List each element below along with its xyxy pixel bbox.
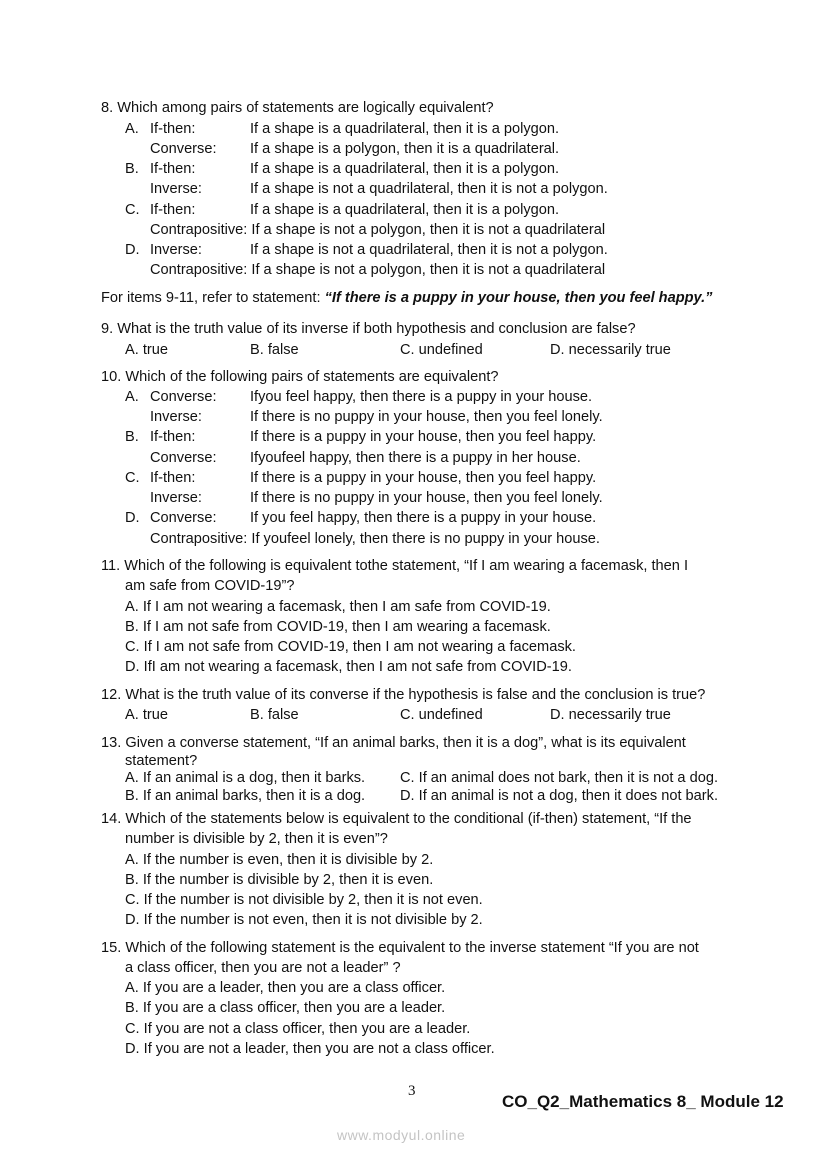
q11-stem-line1: 11. Which of the following is equivalent tothe statement, “If I am wearing a facemask, then I	[101, 558, 689, 574]
q12-option-d: D. necessarily true	[550, 707, 671, 723]
q11-option-d: D. IfI am not wearing a facemask, then I am not safe from COVID-19.	[125, 659, 572, 675]
q9-option-b: B. false	[250, 342, 299, 358]
q10-stem: 10. Which of the following pairs of statements are equivalent?	[101, 369, 499, 385]
q10-a-text1: Ifyou feel happy, then there is a puppy in your house.	[250, 389, 593, 405]
q9-option-c: C. undefined	[400, 342, 483, 358]
q14-stem-line1: 14. Which of the statements below is equivalent to the conditional (if-then) statement, “If the	[101, 811, 692, 827]
q10-d-text1: If you feel happy, then there is a puppy in your house.	[250, 510, 597, 526]
q14-option-c: C. If the number is not divisible by 2, then it is not even.	[125, 892, 483, 908]
q12-stem: 12. What is the truth value of its converse if the hypothesis is false and the conclusion is true?	[101, 687, 706, 703]
q14-option-b: B. If the number is divisible by 2, then it is even.	[125, 872, 434, 888]
q10-b-text2: Ifyoufeel happy, then there is a puppy in her house.	[250, 450, 581, 466]
q8-b-label1: If-then:	[150, 161, 196, 177]
q14-stem-line2: number is divisible by 2, then it is even”?	[125, 831, 388, 847]
q11-option-a: A. If I am not wearing a facemask, then I am safe from COVID-19.	[125, 599, 551, 615]
q9-option-a: A. true	[125, 342, 168, 358]
q10-d-line2: Contrapositive: If youfeel lonely, then there is no puppy in your house.	[150, 531, 600, 547]
q10-b-letter: B.	[125, 429, 139, 445]
q14-option-d: D. If the number is not even, then it is not divisible by 2.	[125, 912, 483, 928]
q10-a-label2: Inverse:	[150, 409, 202, 425]
q9-stem: 9. What is the truth value of its inverse if both hypothesis and conclusion are false?	[101, 321, 636, 337]
q10-b-label1: If-then:	[150, 429, 196, 445]
q9-option-d: D. necessarily true	[550, 342, 671, 358]
q10-c-label2: Inverse:	[150, 490, 202, 506]
q8-d-letter: D.	[125, 242, 140, 258]
q10-b-label2: Converse:	[150, 450, 217, 466]
q10-c-text1: If there is a puppy in your house, then you feel happy.	[250, 470, 597, 486]
q13-option-d: D. If an animal is not a dog, then it does not bark.	[400, 788, 719, 804]
q10-c-text2: If there is no puppy in your house, then you feel lonely.	[250, 490, 603, 506]
q10-d-label1: Converse:	[150, 510, 217, 526]
q10-b-text1: If there is a puppy in your house, then you feel happy.	[250, 429, 597, 445]
refer-line	[101, 289, 712, 307]
q8-b-letter: B.	[125, 161, 139, 177]
q10-a-label1: Converse:	[150, 389, 217, 405]
q13-stem-line2: statement?	[125, 753, 198, 769]
q8-stem: 8. Which among pairs of statements are logically equivalent?	[101, 100, 494, 116]
q12-option-b: B. false	[250, 707, 299, 723]
q8-d-label1: Inverse:	[150, 242, 202, 258]
q15-option-c: C. If you are not a class officer, then you are a leader.	[125, 1021, 471, 1037]
refer-statement: “If there is a puppy in your house, then you feel happy.”	[324, 290, 713, 306]
q8-c-letter: C.	[125, 202, 140, 218]
q8-a-label2: Converse:	[150, 141, 217, 157]
q8-b-text2: If a shape is not a quadrilateral, then it is not a polygon.	[250, 181, 608, 197]
q8-b-label2: Inverse:	[150, 181, 202, 197]
q13-stem-line1: 13. Given a converse statement, “If an animal barks, then it is a dog”, what is its equivalent	[101, 735, 686, 751]
q12-option-a: A. true	[125, 707, 168, 723]
q8-a-text2: If a shape is a polygon, then it is a quadrilateral.	[250, 141, 560, 157]
q8-d-line2: Contrapositive: If a shape is not a polygon, then it is not a quadrilateral	[150, 262, 606, 278]
q10-c-label1: If-then:	[150, 470, 196, 486]
q8-a-letter: A.	[125, 121, 139, 137]
q15-option-d: D. If you are not a leader, then you are not a class officer.	[125, 1041, 495, 1057]
q11-option-c: C. If I am not safe from COVID-19, then I am not wearing a facemask.	[125, 639, 576, 655]
q11-option-b: B. If I am not safe from COVID-19, then I am wearing a facemask.	[125, 619, 551, 635]
q13-option-a: A. If an animal is a dog, then it barks.	[125, 770, 366, 786]
q10-d-letter: D.	[125, 510, 140, 526]
q12-option-c: C. undefined	[400, 707, 483, 723]
q8-c-label1: If-then:	[150, 202, 196, 218]
watermark: www.modyul.online	[337, 1127, 466, 1143]
page-number: 3	[408, 1083, 416, 1099]
q8-a-label1: If-then:	[150, 121, 196, 137]
q8-d-text1: If a shape is not a quadrilateral, then it is not a polygon.	[250, 242, 608, 258]
q8-c-line2: Contrapositive: If a shape is not a polygon, then it is not a quadrilateral	[150, 222, 606, 238]
q10-a-text2: If there is no puppy in your house, then you feel lonely.	[250, 409, 603, 425]
q15-stem-line2: a class officer, then you are not a leader” ?	[125, 960, 401, 976]
q8-a-text1: If a shape is a quadrilateral, then it is a polygon.	[250, 121, 560, 137]
q8-b-text1: If a shape is a quadrilateral, then it is a polygon.	[250, 161, 560, 177]
q11-stem-line2: am safe from COVID-19”?	[125, 578, 295, 594]
q14-option-a: A. If the number is even, then it is divisible by 2.	[125, 852, 434, 868]
q10-a-letter: A.	[125, 389, 139, 405]
q8-c-text1: If a shape is a quadrilateral, then it is a polygon.	[250, 202, 560, 218]
q15-option-b: B. If you are a class officer, then you are a leader.	[125, 1000, 446, 1016]
q10-c-letter: C.	[125, 470, 140, 486]
q13-option-c: C. If an animal does not bark, then it is not a dog.	[400, 770, 719, 786]
q15-option-a: A. If you are a leader, then you are a class officer.	[125, 980, 446, 996]
q13-option-b: B. If an animal barks, then it is a dog.	[125, 788, 366, 804]
footer-module-label: CO_Q2_Mathematics 8_ Module 12	[502, 1092, 784, 1111]
q15-stem-line1: 15. Which of the following statement is the equivalent to the inverse statement “If you are not	[101, 940, 699, 956]
refer-prefix: For items 9-11, refer to statement:	[101, 290, 325, 306]
